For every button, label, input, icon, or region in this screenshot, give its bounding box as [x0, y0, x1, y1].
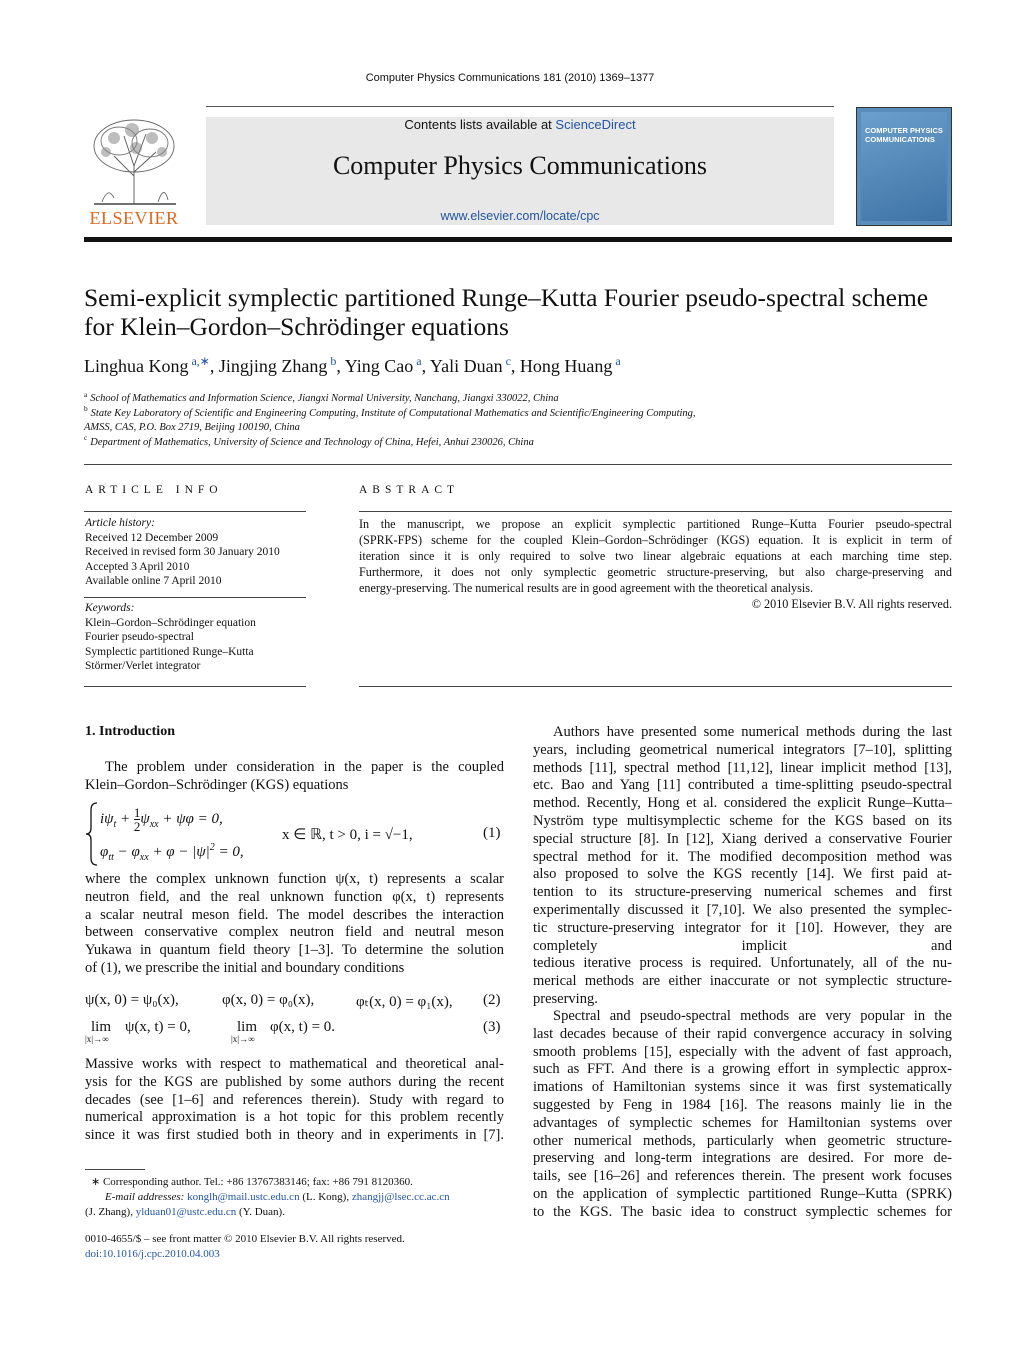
text-line: etc. Bao and Yang [11] contributed a time-splitting pseudo-spectral [533, 777, 952, 794]
affiliation-line [84, 421, 696, 436]
text-line: smooth problems [15], especially with the advent of fast approach, [533, 1043, 952, 1060]
text-line: of (1), we prescribe the initial and boundary conditions [85, 959, 405, 976]
affiliation-text: State Key Laboratory of Scientific and Engineering Computing, Institute of Computational Mathematics and Scientific/Engineering Computing, [90, 407, 696, 419]
article-title-line2: for Klein–Gordon–Schrödinger equations [84, 312, 509, 341]
text-line: tails, see [16–26] and references therein. The present work focuses [533, 1168, 952, 1185]
intro-paragraph-2 [85, 871, 504, 978]
author-name: Ying Cao [344, 356, 414, 376]
journal-reference: Computer Physics Communications 181 (2010) 1369–1377 [365, 72, 655, 84]
text-line: between conservative complex neutron field and neutral meson [85, 924, 504, 941]
right-paragraph-1 [533, 724, 952, 1009]
text-line: tention to its structure-preserving numerical schemes and first [533, 884, 952, 901]
text-line: neutron field, and the real unknown function φ(x, t) represents [85, 888, 504, 905]
email-link-2[interactable]: zhangjj@lsec.cc.ac.cn [351, 1191, 450, 1203]
affiliation-line [84, 433, 696, 451]
text-line: The problem under consideration in the paper is the coupled [105, 759, 504, 775]
text-line: spectral method for it. The modified decomposition method was [533, 848, 952, 865]
text-line: tedious iterative process is required. Unfortunately, all of the nu- [533, 955, 952, 972]
text-line: Klein–Gordon–Schrödinger (KGS) equations [85, 776, 349, 793]
text-line: imations of Hamiltonian systems since it was first systematically [533, 1079, 952, 1096]
keyword-item: Symplectic partitioned Runge–Kutta [85, 645, 254, 658]
author-name: Linghua Kong [84, 356, 189, 376]
elsevier-logo-text: ELSEVIER [89, 208, 179, 228]
footnote-rule [85, 1169, 145, 1170]
header-top-rule [206, 106, 834, 107]
abstract-line: energy-preserving. The numerical results are in good agreement with the theoretical analysis. [359, 581, 814, 595]
email-label: E-mail addresses: [105, 1191, 185, 1203]
front-matter [85, 1232, 405, 1262]
article-title [84, 283, 954, 341]
abstract-copyright: © 2010 Elsevier B.V. All rights reserved. [751, 597, 952, 611]
affiliation-line [84, 404, 696, 422]
left-brace-icon [85, 802, 99, 866]
affiliation-text: School of Mathematics and Information Science, Jiangxi Normal University, Nanchang, Jiangxi 330022, China [90, 393, 559, 404]
equation-3-number: (3) [483, 1019, 501, 1035]
author-name: Yali Duan [429, 356, 503, 376]
equation-1-condition: x ∈ ℝ, t > 0, i = √−1, [282, 827, 413, 843]
equation-3 [85, 1018, 504, 1050]
history-item: Accepted 3 April 2010 [85, 560, 190, 573]
equation-1-number: (1) [483, 825, 501, 841]
abstract-body [359, 516, 952, 612]
text-line: since it was first studied both in theory and in experiments in [7]. [85, 1127, 504, 1144]
cover-title-2: COMMUNICATIONS [865, 135, 935, 144]
author-list [84, 356, 621, 377]
abstract-line: Furthermore, it does not only symplectic geometric structure-preserving, but also charge-preserving and [359, 565, 952, 579]
doi-link[interactable]: doi:10.1016/j.cpc.2010.04.003 [85, 1248, 220, 1260]
text-line: decades (see [1–6] and references therein). Study with regard to [85, 1091, 504, 1108]
article-info-rule-top [84, 511, 306, 512]
email-link-1[interactable]: konglh@mail.ustc.edu.cn [187, 1191, 300, 1203]
equation-1-line2: $\varphi_{tt} - \varphi_{xx} + \varphi - |\psi|^2 = 0$, [100, 842, 244, 863]
affiliation-mark: c [84, 433, 88, 442]
text-line: also proposed to solve the KGS recently [14]. We first paid at- [533, 866, 952, 883]
email-link-3[interactable]: ylduan01@ustc.edu.cn [135, 1206, 237, 1218]
footnote [85, 1175, 504, 1220]
article-info-rule-bottom [84, 686, 306, 687]
journal-banner [206, 117, 834, 225]
history-item: Received 12 December 2009 [85, 531, 219, 544]
intro-paragraph-1 [85, 759, 504, 795]
footnote-line2 [85, 1190, 504, 1205]
history-label: Article history: [85, 517, 155, 529]
equation-3-lim-1: lim [91, 1019, 112, 1035]
footnote-line1: ∗ Corresponding author. Tel.: +86 13767383146; fax: +86 791 8120360. [91, 1176, 413, 1188]
article-info-rule-mid [84, 597, 306, 598]
author-name: Hong Huang [519, 356, 613, 376]
author-affiliation-mark: c [505, 354, 511, 368]
author-separator: , [421, 356, 430, 376]
abstract-line: In the manuscript, we propose an explicit symplectic partitioned Runge–Kutta Fourier pseudo-spectral [359, 517, 952, 531]
text-line: ysis for the KGS are published by some authors during the recent [85, 1073, 504, 1090]
elsevier-logo [84, 116, 184, 228]
contents-prefix: Contents lists available at [404, 117, 556, 132]
abstract-line: iteration since it is only required to solve two linear algebraic equations at each marching time step. [359, 549, 952, 563]
text-line: experimentally discussed it [7,10]. We also presented the symplec- [533, 901, 952, 918]
article-title-line1: Semi-explicit symplectic partitioned Runge–Kutta Fourier pseudo-spectral scheme [84, 283, 929, 312]
text-line: Authors have presented some numerical methods during the last [553, 724, 952, 740]
text-line: suggested by Feng in 1984 [16]. The reasons mainly lie in the [533, 1096, 952, 1113]
text-line: to the KGS. The basic idea to construct symplectic schemes for [533, 1203, 952, 1220]
equation-3-part1: ψ(x, t) = 0, [125, 1019, 191, 1035]
text-line: numerical approximation is a hot topic for this problem recently [85, 1109, 504, 1126]
keywords-block [85, 601, 256, 674]
text-line: merical methods are either inaccurate or not symplectic structure- [533, 973, 952, 990]
equation-2-number: (2) [483, 992, 501, 1008]
text-line: Nyström type multisymplectic scheme for the KGS based on its [533, 812, 952, 829]
right-paragraph-2 [533, 1008, 952, 1222]
history-item: Received in revised form 30 January 2010 [85, 546, 280, 558]
abstract-line: (SPRK-FPS) scheme for the coupled Klein–Gordon–Schrödinger (KGS) equation. It is explicit in term of [359, 533, 952, 547]
text-line: such as FFT. And there is a growing effort in symplectic approx- [533, 1061, 952, 1078]
affiliations [84, 389, 696, 450]
affiliation-mark: b [84, 404, 88, 413]
equation-1 [85, 800, 504, 868]
keyword-item: Fourier pseudo-spectral [85, 631, 194, 643]
text-line: Yukawa in quantum field theory [1–3]. To determine the solution [85, 942, 504, 959]
text-line: on the application of symplectic partitioned Runge–Kutta (SPRK) [533, 1185, 952, 1202]
text-line: Spectral and pseudo-spectral methods are very popular in the [553, 1008, 952, 1024]
keyword-item: Störmer/Verlet integrator [85, 660, 201, 672]
author-separator: , [209, 356, 219, 376]
header-thick-rule [84, 237, 952, 242]
affiliation-text: AMSS, CAS, P.O. Box 2719, Beijing 100190, China [84, 422, 300, 433]
author-affiliation-mark: a [615, 354, 621, 368]
abstract-rule-top [359, 511, 952, 512]
equation-2 [85, 992, 504, 1012]
affiliation-mark: a [84, 389, 88, 399]
contents-line [206, 117, 834, 132]
text-line: method. Recently, Hong et al. considered the explicit Runge–Kutta– [533, 795, 952, 812]
author-affiliation-mark: b [330, 354, 337, 368]
equation-3-lim-2: lim [237, 1019, 258, 1035]
equation-1-line1: $i\psi_t$ + $\frac{1}{2}$ $\psi_{xx} + \psi\varphi = 0$, [100, 805, 223, 834]
equation-2-part2: φ(x, 0) = φ₀(x), [222, 992, 315, 1008]
journal-url[interactable]: www.elsevier.com/locate/cpc [440, 209, 600, 223]
elsevier-tree-icon [84, 116, 184, 208]
article-info-heading: ARTICLE INFO [85, 484, 223, 496]
email-owner-3: (Y. Duan). [239, 1206, 285, 1218]
equation-2-part3: φₜ(x, 0) = φ₁(x), [356, 994, 453, 1010]
equation-3-sub-1: |x|→∞ [85, 1034, 109, 1044]
journal-title: Computer Physics Communications [332, 151, 708, 180]
author-affiliation-mark: a [416, 354, 422, 368]
text-line: other numerical methods, particularly when geometric structure- [533, 1132, 952, 1149]
journal-cover [856, 107, 952, 226]
author-affiliation-mark: a,∗ [191, 354, 210, 368]
text-line: years, including geometrical numerical integrators [7–10], splitting [533, 741, 952, 758]
text-line: preserving. [533, 990, 598, 1007]
author-separator: , [510, 356, 520, 376]
text-line: where the complex unknown function ψ(x, t) represents a scalar [85, 871, 504, 887]
author-name: Jingjing Zhang [218, 356, 328, 376]
section-heading: 1. Introduction [85, 724, 175, 739]
text-line: preserving and long-term integrations are desired. For more de- [533, 1150, 952, 1167]
equation-3-part2: φ(x, t) = 0. [270, 1019, 336, 1035]
issn-line: 0010-4655/$ – see front matter © 2010 Elsevier B.V. All rights reserved. [85, 1233, 405, 1245]
history-item: Available online 7 April 2010 [85, 575, 222, 587]
keywords-label: Keywords: [85, 602, 135, 614]
text-line: methods [11], spectral method [11,12], linear implicit method [13], [533, 759, 952, 776]
sciencedirect-link[interactable]: ScienceDirect [555, 117, 636, 132]
affiliation-text: Department of Mathematics, University of Science and Technology of China, Hefei, Anhui 230026, China [90, 436, 534, 448]
text-line: last decades because of their rapid convergence accuracy in solving [533, 1025, 952, 1042]
equation-3-sub-2: |x|→∞ [231, 1034, 255, 1044]
text-line: a scalar neutral meson field. The model describes the interaction [85, 906, 504, 923]
abstract-heading: ABSTRACT [359, 484, 460, 496]
article-history [85, 516, 280, 589]
keyword-item: Klein–Gordon–Schrödinger equation [85, 616, 256, 629]
footnote-line3 [85, 1205, 504, 1220]
text-line: advantages of symplectic schemes for Hamiltonian systems over [533, 1114, 952, 1131]
abstract-rule-bottom [359, 686, 952, 687]
text-line: special structure [8]. In [12], Xiang derived a conservative Fourier [533, 830, 952, 847]
equation-2-part1: ψ(x, 0) = ψ₀(x), [85, 992, 179, 1008]
email-owner-2: (J. Zhang), [85, 1206, 133, 1218]
keyword-list [85, 616, 256, 674]
email-owner-1: (L. Kong), [302, 1191, 350, 1203]
affiliation-line [84, 389, 696, 407]
history-list [85, 531, 280, 589]
text-line: tic structure-preserving integrator for it [10]. However, they are completely implicit and [533, 919, 952, 954]
intro-paragraph-3 [85, 1056, 504, 1145]
text-line: Massive works with respect to mathematical and theoretical anal- [85, 1056, 504, 1072]
cover-title-1: COMPUTER PHYSICS [865, 126, 943, 135]
author-separator: , [336, 356, 345, 376]
affiliation-rule [84, 464, 952, 465]
